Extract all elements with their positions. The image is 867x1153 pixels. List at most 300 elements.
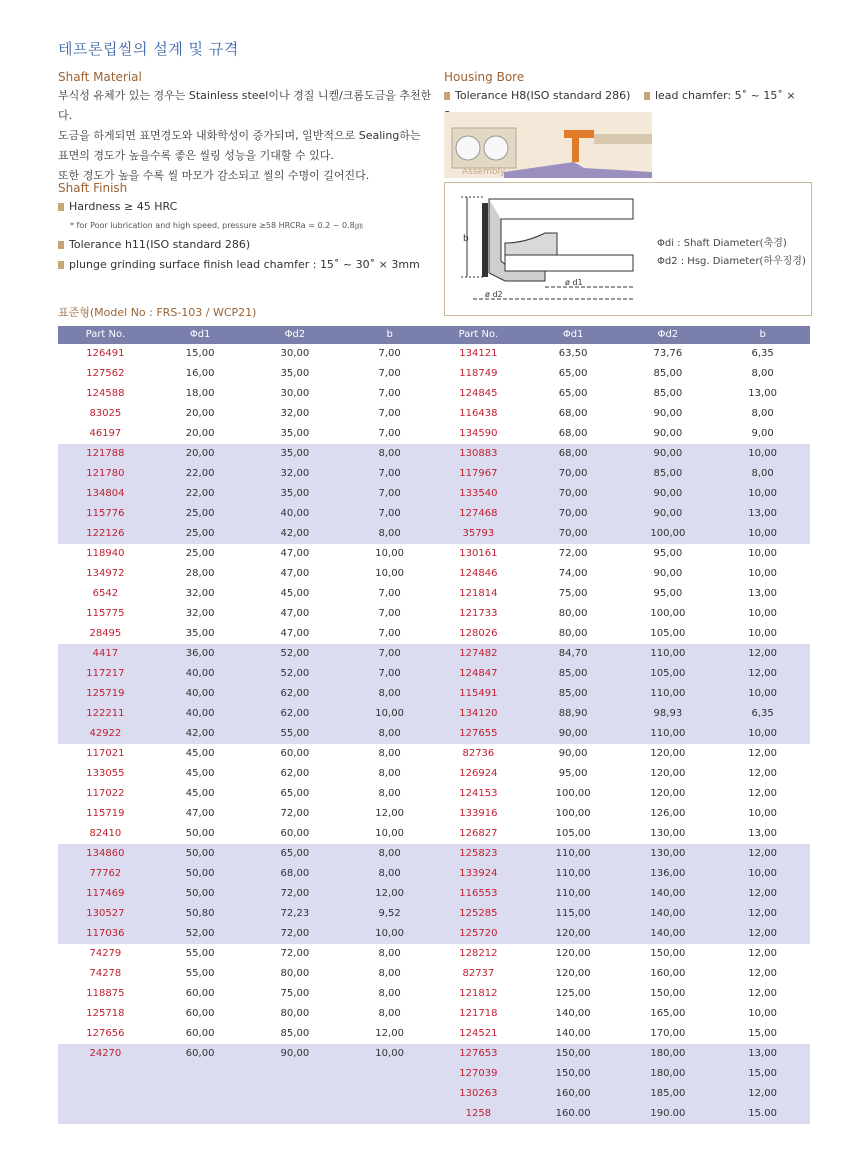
part-no-cell: 124521: [459, 1028, 498, 1039]
b-cell: 12,00: [748, 768, 777, 779]
table-row: [431, 364, 810, 384]
part-no-cell: 127655: [459, 728, 498, 739]
d1-cell: 110,00: [555, 868, 591, 879]
table-row: [58, 364, 437, 384]
d1-cell: 74,00: [558, 568, 588, 579]
bullet-icon: [644, 92, 650, 100]
d2-cell: 32,00: [280, 408, 310, 419]
table-row: [58, 404, 437, 424]
table-row: [431, 864, 810, 884]
part-no-cell: 115719: [86, 808, 125, 819]
b-cell: 7,00: [378, 668, 401, 679]
header-d2: Φd2: [657, 329, 679, 340]
d2-cell: 47,00: [280, 568, 310, 579]
d1-cell: 45,00: [185, 788, 215, 799]
b-cell: 8,00: [378, 688, 401, 699]
d1-cell: 80,00: [558, 608, 588, 619]
b-cell: 10,00: [375, 568, 404, 579]
part-no-cell: 128212: [459, 948, 498, 959]
d2-cell: 170,00: [650, 1028, 686, 1039]
d1-cell: 22,00: [185, 468, 215, 479]
d2-cell: 72,23: [280, 908, 310, 919]
part-no-cell: 117967: [459, 468, 498, 479]
housing-bore-title: Housing Bore: [444, 70, 525, 84]
b-cell: 10,00: [748, 608, 777, 619]
d1-cell: 25,00: [185, 508, 215, 519]
d1-cell: 88,90: [558, 708, 588, 719]
table-row: [431, 884, 810, 904]
part-no-cell: 124588: [86, 388, 125, 399]
table-row: [431, 924, 810, 944]
legend-housing-diameter: Φd2 : Hsg. Diameter(하우징경): [657, 256, 806, 267]
part-no-cell: 130883: [459, 448, 498, 459]
d2-cell: 85,00: [653, 468, 683, 479]
part-no-cell: 121733: [459, 608, 498, 619]
d2-cell: 180,00: [650, 1048, 686, 1059]
shaft-tolerance: Tolerance h11(ISO standard 286): [69, 238, 251, 251]
table-row: [58, 904, 437, 924]
d2-cell: 52,00: [280, 668, 310, 679]
legend-shaft-diameter: Φdi : Shaft Diameter(축경): [657, 238, 787, 249]
b-cell: 10,00: [748, 568, 777, 579]
header-d2: Φd2: [284, 329, 306, 340]
part-no-cell: 134972: [86, 568, 125, 579]
d1-cell: 63,50: [558, 348, 588, 359]
d2-cell: 95,00: [653, 548, 683, 559]
d2-cell: 90,00: [280, 1048, 310, 1059]
d1-cell: 110,00: [555, 888, 591, 899]
d2-cell: 42,00: [280, 528, 310, 539]
part-no-cell: 134120: [459, 708, 498, 719]
part-no-cell: 127468: [459, 508, 498, 519]
table-row: [431, 584, 810, 604]
d1-cell: 60,00: [185, 1008, 215, 1019]
part-no-cell: 125285: [459, 908, 498, 919]
d2-cell: 35,00: [280, 368, 310, 379]
d1-cell: 150,00: [555, 1068, 591, 1079]
b-cell: 7,00: [378, 388, 401, 399]
b-cell: 10,00: [748, 808, 777, 819]
d1-cell: 65,00: [558, 368, 588, 379]
assembly-drawing: [444, 112, 652, 178]
assembly-label: Assembly: [462, 167, 506, 177]
d1-cell: 50,00: [185, 828, 215, 839]
d2-cell: 110,00: [650, 688, 686, 699]
table-row: [58, 464, 437, 484]
table-row: [58, 424, 437, 444]
b-cell: 7,00: [378, 628, 401, 639]
table-row: [431, 684, 810, 704]
part-no-cell: 122211: [86, 708, 125, 719]
d1-cell: 120,00: [555, 948, 591, 959]
d2-cell: 65,00: [280, 848, 310, 859]
table-row: [58, 484, 437, 504]
table-row: [431, 1004, 810, 1024]
d1-cell: 50,00: [185, 848, 215, 859]
table-row: [431, 504, 810, 524]
d2-cell: 72,00: [280, 928, 310, 939]
b-cell: 8,00: [378, 868, 401, 879]
shaft-material-line: 부식성 유체가 있는 경우는 Stainless steel이나 경질 니켈/크롬도금을 추천한다.: [58, 89, 432, 122]
d2-cell: 85,00: [653, 368, 683, 379]
table-row: [58, 584, 437, 604]
table-header: [431, 326, 810, 344]
d1-cell: 60,00: [185, 1048, 215, 1059]
d2-cell: 62,00: [280, 688, 310, 699]
header-b: b: [386, 329, 393, 340]
part-no-cell: 126924: [459, 768, 498, 779]
d1-cell: 70,00: [558, 488, 588, 499]
table-row: [431, 844, 810, 864]
seal-diagram: [444, 182, 812, 316]
bullet-icon: [58, 203, 64, 211]
d2-cell: 185,00: [650, 1088, 686, 1099]
part-no-cell: 82410: [89, 828, 122, 839]
part-no-cell: 116553: [459, 888, 498, 899]
assembly-illustration: [444, 112, 652, 178]
table-row: [58, 704, 437, 724]
part-no-cell: 130527: [86, 908, 125, 919]
b-cell: 8,00: [378, 1008, 401, 1019]
part-no-cell: 121780: [86, 468, 125, 479]
table-row: [58, 564, 437, 584]
d1-cell: 140,00: [555, 1028, 591, 1039]
d2-cell: 35,00: [280, 488, 310, 499]
bullet-icon: [58, 241, 64, 249]
header-b: b: [759, 329, 766, 340]
d2-cell: 90,00: [653, 508, 683, 519]
d1-cell: 100,00: [555, 808, 591, 819]
spec-table-left: [58, 326, 437, 1124]
part-no-cell: 126491: [86, 348, 125, 359]
b-cell: 7,00: [378, 588, 401, 599]
d2-cell: 130,00: [650, 828, 686, 839]
b-cell: 12,00: [748, 988, 777, 999]
table-row: [431, 1024, 810, 1044]
bullet-icon: [58, 261, 64, 269]
part-no-cell: 127482: [459, 648, 498, 659]
part-no-cell: 6542: [92, 588, 119, 599]
table-row: [431, 1064, 810, 1084]
b-cell: 7,00: [378, 428, 401, 439]
d2-cell: 60,00: [280, 748, 310, 759]
d2-cell: 90,00: [653, 408, 683, 419]
d1-cell: 120,00: [555, 928, 591, 939]
b-cell: 8,00: [378, 528, 401, 539]
b-cell: 6,35: [751, 348, 774, 359]
table-filler: [58, 1064, 437, 1124]
table-row: [58, 864, 437, 884]
shaft-material-line: 또한 경도가 높을 수록 씰 마모가 감소되고 씰의 수명이 길어진다.: [58, 169, 370, 182]
table-row: [431, 784, 810, 804]
d2-cell: 45,00: [280, 588, 310, 599]
table-row: [431, 804, 810, 824]
b-cell: 10,00: [748, 868, 777, 879]
table-row: [58, 744, 437, 764]
part-no-cell: 74278: [89, 968, 122, 979]
part-no-cell: 74279: [89, 948, 122, 959]
part-no-cell: 128026: [459, 628, 498, 639]
part-no-cell: 127562: [86, 368, 125, 379]
b-cell: 10,00: [748, 1008, 777, 1019]
d1-cell: 20,00: [185, 408, 215, 419]
table-row: [58, 664, 437, 684]
b-cell: 10,00: [375, 928, 404, 939]
table-row: [58, 844, 437, 864]
d1-cell: 84,70: [558, 648, 588, 659]
part-no-cell: 121788: [86, 448, 125, 459]
d1-cell: 75,00: [558, 588, 588, 599]
d1-cell: 32,00: [185, 588, 215, 599]
d2-cell: 72,00: [280, 808, 310, 819]
table-row: [58, 804, 437, 824]
d2-cell: 30,00: [280, 348, 310, 359]
part-no-cell: 134121: [459, 348, 498, 359]
housing-tolerance: Tolerance H8(ISO standard 286): [455, 89, 631, 102]
d1-cell: 20,00: [185, 428, 215, 439]
seal-cross-section: [445, 183, 811, 315]
table-row: [431, 764, 810, 784]
d1-cell: 160.00: [555, 1108, 591, 1119]
b-cell: 10,00: [375, 1048, 404, 1059]
b-cell: 7,00: [378, 508, 401, 519]
d2-cell: 150,00: [650, 948, 686, 959]
table-row: [431, 964, 810, 984]
d1-cell: 125,00: [555, 988, 591, 999]
table-row: [431, 384, 810, 404]
b-cell: 7,00: [378, 368, 401, 379]
table-row: [58, 724, 437, 744]
d2-cell: 130,00: [650, 848, 686, 859]
table-row: [58, 604, 437, 624]
d1-cell: 72,00: [558, 548, 588, 559]
d1-cell: 90,00: [558, 748, 588, 759]
d2-cell: 110,00: [650, 728, 686, 739]
table-body-left: [58, 344, 437, 1124]
table-row: [431, 644, 810, 664]
shaft-material-line: 표면의 경도가 높을수록 좋은 씰링 성능을 기대할 수 있다.: [58, 149, 334, 162]
part-no-cell: 118749: [459, 368, 498, 379]
part-no-cell: 125719: [86, 688, 125, 699]
table-row: [58, 824, 437, 844]
d2-cell: 180,00: [650, 1068, 686, 1079]
d2-cell: 40,00: [280, 508, 310, 519]
part-no-cell: 42922: [89, 728, 122, 739]
table-row: [431, 464, 810, 484]
d1-cell: 40,00: [185, 708, 215, 719]
shaft-chamfer: plunge grinding surface finish lead chamfer : 15˚ ~ 30˚ × 3mm: [69, 258, 420, 271]
part-no-cell: 115776: [86, 508, 125, 519]
d2-cell: 35,00: [280, 428, 310, 439]
table-row: [431, 604, 810, 624]
d2-cell: 80,00: [280, 1008, 310, 1019]
b-cell: 8,00: [378, 968, 401, 979]
b-cell: 13,00: [748, 1048, 777, 1059]
housing-chamfer: lead chamfer: 5˚ ~ 15˚ ×: [654, 89, 796, 102]
d1-cell: 42,00: [185, 728, 215, 739]
d1-cell: 150,00: [555, 1048, 591, 1059]
part-no-cell: 1258: [465, 1108, 492, 1119]
d2-cell: 136,00: [650, 868, 686, 879]
b-cell: 9,52: [378, 908, 401, 919]
d1-cell: 90,00: [558, 728, 588, 739]
d1-cell: 140,00: [555, 1008, 591, 1019]
part-no-cell: 127039: [459, 1068, 498, 1079]
header-part-no: Part No.: [458, 329, 499, 340]
part-no-cell: 133916: [459, 808, 498, 819]
table-row: [431, 444, 810, 464]
d1-cell: 68,00: [558, 408, 588, 419]
table-row: [431, 524, 810, 544]
b-cell: 12,00: [748, 668, 777, 679]
table-row: [431, 1084, 810, 1104]
d1-cell: 95,00: [558, 768, 588, 779]
d2-cell: 105,00: [650, 668, 686, 679]
part-no-cell: 24270: [89, 1048, 122, 1059]
table-row: [58, 384, 437, 404]
shaft-material-title: Shaft Material: [58, 70, 142, 84]
spec-table-right: [431, 326, 810, 1124]
table-row: [431, 944, 810, 964]
b-cell: 12,00: [748, 928, 777, 939]
part-no-cell: 124847: [459, 668, 498, 679]
b-cell: 12,00: [748, 888, 777, 899]
d2-cell: 120,00: [650, 748, 686, 759]
shaft-finish-block: [58, 197, 438, 275]
d2-cell: 35,00: [280, 448, 310, 459]
part-no-cell: 115491: [459, 688, 498, 699]
d2-cell: 150,00: [650, 988, 686, 999]
b-cell: 12,00: [375, 1028, 404, 1039]
part-no-cell: 117021: [86, 748, 125, 759]
d1-cell: 110,00: [555, 848, 591, 859]
part-no-cell: 133540: [459, 488, 498, 499]
d1-cell: 40,00: [185, 688, 215, 699]
d2-cell: 160,00: [650, 968, 686, 979]
table-row: [58, 644, 437, 664]
d1-cell: 55,00: [185, 948, 215, 959]
table-header: [58, 326, 437, 344]
table-row: [431, 664, 810, 684]
table-row: [431, 484, 810, 504]
d1-cell: 32,00: [185, 608, 215, 619]
b-cell: 10,00: [748, 528, 777, 539]
d2-cell: 62,00: [280, 708, 310, 719]
table-row: [431, 1044, 810, 1064]
b-cell: 10,00: [748, 688, 777, 699]
d2-cell: 62,00: [280, 768, 310, 779]
d2-cell: 30,00: [280, 388, 310, 399]
d2-cell: 47,00: [280, 608, 310, 619]
b-cell: 7,00: [378, 488, 401, 499]
b-cell: 8,00: [751, 468, 774, 479]
d2-cell: 105,00: [650, 628, 686, 639]
table-row: [58, 524, 437, 544]
table-row: [431, 624, 810, 644]
table-row: [431, 424, 810, 444]
d2-cell: 65,00: [280, 788, 310, 799]
part-no-cell: 130263: [459, 1088, 498, 1099]
b-cell: 12,00: [748, 968, 777, 979]
shaft-note: * for Poor lubrication and high speed, pressure ≥58 HRCRa = 0.2 ~ 0.8㎛: [70, 221, 363, 230]
d2-cell: 140,00: [650, 888, 686, 899]
shaft-hardness: Hardness ≥ 45 HRC: [69, 200, 178, 213]
table-row: [58, 964, 437, 984]
part-no-cell: 117036: [86, 928, 125, 939]
d1-cell: 25,00: [185, 548, 215, 559]
b-cell: 15,00: [748, 1068, 777, 1079]
shaft-finish-title: Shaft Finish: [58, 181, 128, 195]
table-row: [58, 1024, 437, 1044]
d1-cell: 22,00: [185, 488, 215, 499]
header-d1: Φd1: [562, 329, 584, 340]
d1-cell: 52,00: [185, 928, 215, 939]
d2-cell: 100,00: [650, 608, 686, 619]
d2-cell: 68,00: [280, 868, 310, 879]
part-no-cell: 115775: [86, 608, 125, 619]
table-row: [431, 824, 810, 844]
d1-cell: 105,00: [555, 828, 591, 839]
part-no-cell: 46197: [89, 428, 122, 439]
part-no-cell: 121812: [459, 988, 498, 999]
table-row: [431, 904, 810, 924]
part-no-cell: 125718: [86, 1008, 125, 1019]
table-row: [431, 564, 810, 584]
part-no-cell: 83025: [89, 408, 122, 419]
part-no-cell: 124153: [459, 788, 498, 799]
table-row: [58, 1044, 437, 1064]
part-no-cell: 134860: [86, 848, 125, 859]
b-cell: 10,00: [375, 548, 404, 559]
b-cell: 15.00: [748, 1108, 777, 1119]
d1-cell: 28,00: [185, 568, 215, 579]
table-row: [431, 1104, 810, 1124]
b-cell: 13,00: [748, 388, 777, 399]
b-cell: 8,00: [378, 448, 401, 459]
b-cell: 10,00: [748, 728, 777, 739]
table-row: [58, 684, 437, 704]
part-no-cell: 124846: [459, 568, 498, 579]
part-no-cell: 130161: [459, 548, 498, 559]
d2-cell: 32,00: [280, 468, 310, 479]
d2-cell: 60,00: [280, 828, 310, 839]
d1-cell: 120,00: [555, 968, 591, 979]
part-no-cell: 127653: [459, 1048, 498, 1059]
table-body-right: [431, 344, 810, 1124]
d2-cell: 47,00: [280, 628, 310, 639]
d1-cell: 40,00: [185, 668, 215, 679]
d1-cell: 60,00: [185, 1028, 215, 1039]
table-row: [58, 884, 437, 904]
b-cell: 10,00: [748, 448, 777, 459]
b-cell: 8,00: [378, 848, 401, 859]
part-no-cell: 126827: [459, 828, 498, 839]
part-no-cell: 125720: [459, 928, 498, 939]
d1-cell: 68,00: [558, 428, 588, 439]
part-no-cell: 82737: [462, 968, 495, 979]
d2-cell: 98,93: [653, 708, 683, 719]
b-cell: 12,00: [375, 808, 404, 819]
part-no-cell: 127656: [86, 1028, 125, 1039]
d2-cell: 110,00: [650, 648, 686, 659]
part-no-cell: 133055: [86, 768, 125, 779]
d1-cell: 45,00: [185, 748, 215, 759]
d1-cell: 85,00: [558, 688, 588, 699]
b-cell: 7,00: [378, 348, 401, 359]
b-cell: 12,00: [748, 648, 777, 659]
b-cell: 12,00: [748, 908, 777, 919]
b-cell: 13,00: [748, 828, 777, 839]
